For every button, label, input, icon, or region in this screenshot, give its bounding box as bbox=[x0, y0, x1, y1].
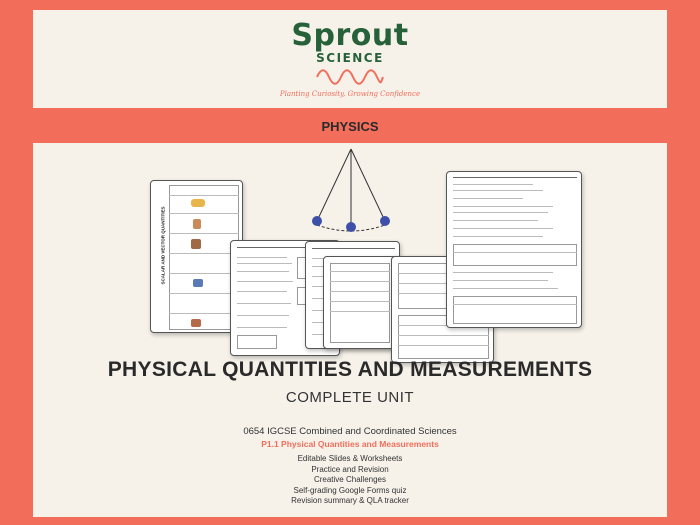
header-card bbox=[33, 10, 667, 108]
brand-logo-text: Sprout bbox=[291, 18, 409, 53]
worksheet-heading: SCALAR AND VECTOR QUANTITIES bbox=[160, 206, 166, 285]
worksheet-preview-investigation bbox=[446, 171, 582, 328]
feature-item: Self-grading Google Forms quiz bbox=[293, 485, 407, 495]
feature-item: Creative Challenges bbox=[313, 475, 387, 484]
main-card bbox=[33, 143, 667, 517]
pendulum-illustration bbox=[303, 143, 413, 243]
feature-list bbox=[33, 454, 667, 507]
feature-item: Practice and Revision bbox=[311, 464, 389, 474]
wave-icon bbox=[315, 66, 385, 88]
course-label: 0654 IGCSE Combined and Coordinated Sciences bbox=[243, 426, 457, 437]
unit-title: PHYSICAL QUANTITIES AND MEASUREMENTS bbox=[107, 358, 593, 381]
topic-label: P1.1 Physical Quantities and Measurements bbox=[261, 439, 439, 449]
feature-item: Revision summary & QLA tracker bbox=[291, 496, 409, 505]
feature-item: Editable Slides & Worksheets bbox=[297, 454, 403, 463]
brand-tagline: Planting Curiosity, Growing Confidence bbox=[279, 90, 421, 98]
unit-subtitle: COMPLETE UNIT bbox=[285, 389, 415, 406]
brand-logo-subtext: SCIENCE bbox=[316, 51, 384, 65]
subject-label: PHYSICS bbox=[321, 119, 379, 134]
